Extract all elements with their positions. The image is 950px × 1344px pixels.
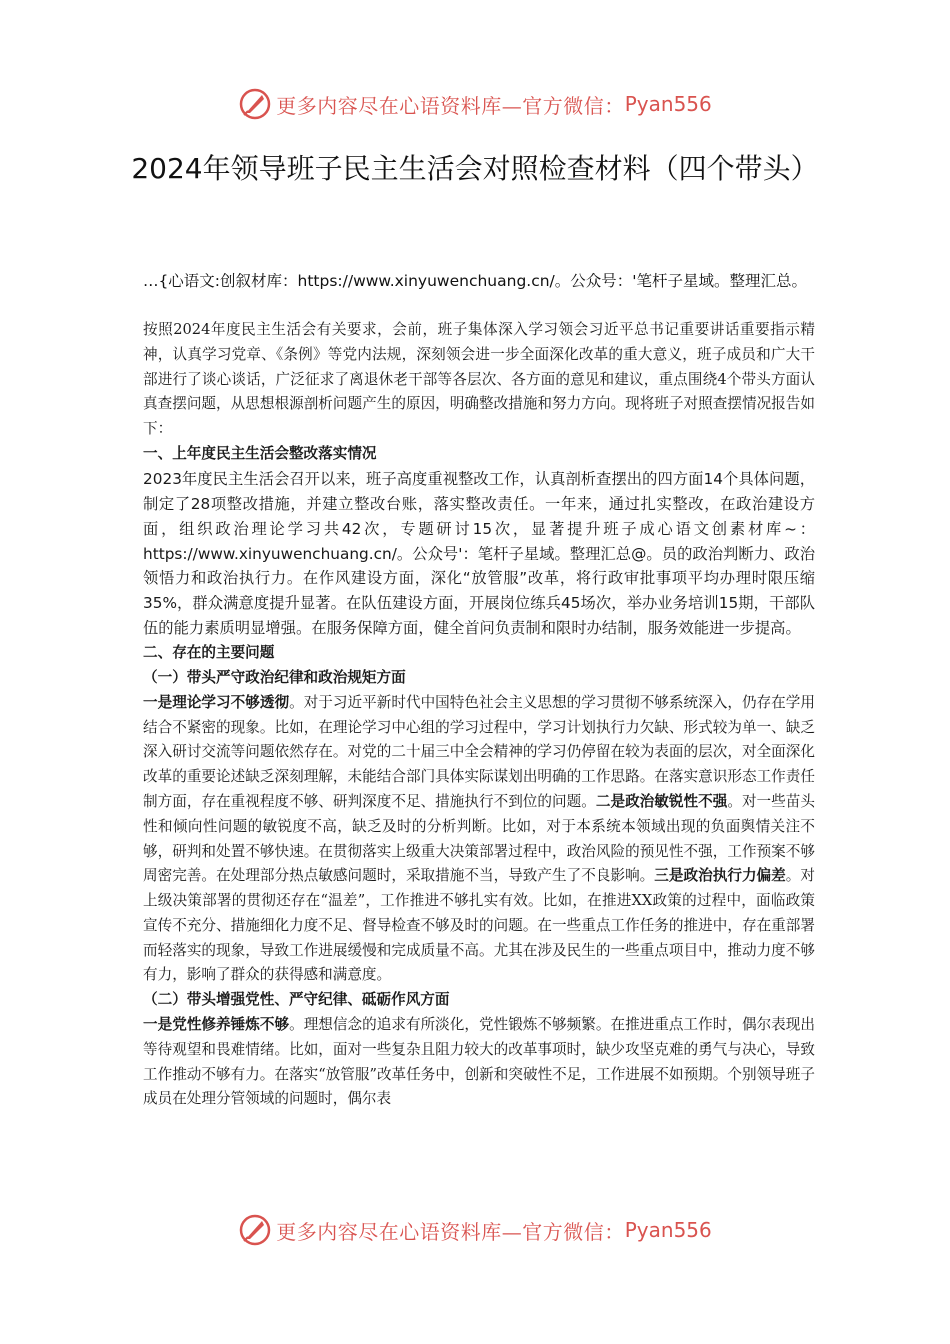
intro-paragraph: 按照2024年度民主生活会有关要求，会前，班子集体深入学习领会习近平总书记重要讲话重要指示精神，认真学习党章、《条例》等党内法规，深刻领会进一步全面深化改革的重大意义，班子成员和广大干部进行了谈心谈话，广泛征求了离退休老干部等各层次、各方面的意见和建议，重点围绕4个带头方面认真查摆问题，从思想根源剖析问题产生的原因，明确整改措施和努力方向。现将班子对照查摆情况报告如下：	[143, 321, 815, 438]
document-title: 2024年领导班子民主生活会对照检查材料（四个带头）	[131, 152, 819, 185]
quill-logo-icon	[238, 1213, 272, 1247]
point-text: 。对一些苗头性和倾向性问题的敏锐度不高，缺乏及时的分析判断。比如，对于本系统本领域出现的负面舆情关注不够，研判和处置不够快速。在贯彻落实上级重大决策部署过程中，政治风险的预见性不强，工作预案不够周密完善。在处理部分热点敏感问题时，采取措施不当，导致产生了不良影响。	[143, 792, 815, 885]
quill-logo-icon	[238, 87, 272, 121]
subsection-heading-2: （二）带头增强党性、严守纪律、砥砺作风方面	[143, 991, 450, 1009]
document-body	[143, 318, 815, 1112]
point-text: 。对上级决策部署的贯彻还存在“温差”，工作推进不够扎实有效。比如，在推进XX政策的过程中，面临政策宣传不充分、措施细化力度不足、督导检查不够及时的问题。在一些重点工作任务的推进中，存在重部署而轻落实的现象，导致工作进展缓慢和完成质量不高。尤其在涉及民生的一些重点项目中，推动力度不够有力，影响了群众的获得感和满意度。	[143, 867, 815, 984]
rectification-paragraph: 2023年度民主生活会召开以来，班子高度重视整改工作，认真剖析查摆出的四方面14个具体问题，制定了28项整改措施，并建立整改台账，落实整改责任。一年来，通过扎实整改，在政治建设方面，组织政治理论学习共42次，专题研讨15次，显著提升班子成心语文创素材库~：https://www.xinyuwenchuang.cn/。公众号'：笔杆子星域。整理汇总@。员的政治判断力、政治领悟力和政治执行力。在作风建设方面，深化“放管服”改革，将行政审批事项平均办理时限压缩35%，群众满意度提升显著。在队伍建设方面，开展岗位练兵45场次，举办业务培训15期，干部队伍的能力素质明显增强。在服务保障方面，健全首问负责制和限时办结制，服务效能进一步提高。	[143, 469, 815, 638]
point-heading: 三是政治执行力偏差	[654, 867, 786, 885]
problem-paragraph-1	[143, 691, 815, 989]
point-text: 。对于习近平新时代中国特色社会主义思想的学习贯彻不够系统深入，仍存在学用结合不紧密的现象。比如，在理论学习中心组的学习过程中，学习计划执行力欠缺、形式较为单一、缺乏深入研讨交流等问题依然存在。对党的二十届三中全会精神的学习仍停留在较为表面的层次，对全面深化改革的重要论述缺乏深刻理解，未能结合部门具体实际谋划出明确的工作思路。在落实意识形态工作责任制方面，存在重视程度不够、研判深度不足、措施执行不到位的问题。	[143, 693, 815, 810]
source-note: …{心语文:创叙材库：https://www.xinyuwenchuang.cn/。公众号：'笔杆子星域。整理汇总。	[142, 272, 808, 290]
banner-text: 更多内容尽在心语资料库—官方微信：	[276, 1219, 625, 1244]
banner-wechat-id: Pyan556	[624, 1218, 712, 1242]
problem-paragraph-2	[143, 1013, 815, 1112]
point-heading: 一是理论学习不够透彻	[143, 693, 290, 711]
header-banner	[0, 84, 950, 124]
section-heading-1: 一、上年度民主生活会整改落实情况	[143, 444, 377, 462]
point-text: 。理想信念的追求有所淡化，党性锻炼不够频繁。在推进重点工作时，偶尔表现出等待观望和畏难情绪。比如，面对一些复杂且阻力较大的改革事项时，缺少攻坚克难的勇气与决心，导致工作推动不够有力。在落实“放管服”改革任务中，创新和突破性不足，工作进展不如预期。个别领导班子成员在处理分管领域的问题时，偶尔表	[143, 1016, 815, 1108]
footer-banner	[0, 1210, 950, 1250]
point-heading: 二是政治敏锐性不强	[595, 792, 728, 810]
point-heading: 一是党性修养锤炼不够	[143, 1016, 290, 1034]
subsection-heading-1: （一）带头严守政治纪律和政治规矩方面	[143, 668, 406, 686]
banner-text: 更多内容尽在心语资料库—官方微信：	[276, 93, 625, 118]
section-heading-2: 二、存在的主要问题	[143, 644, 275, 662]
banner-wechat-id: Pyan556	[624, 92, 712, 116]
